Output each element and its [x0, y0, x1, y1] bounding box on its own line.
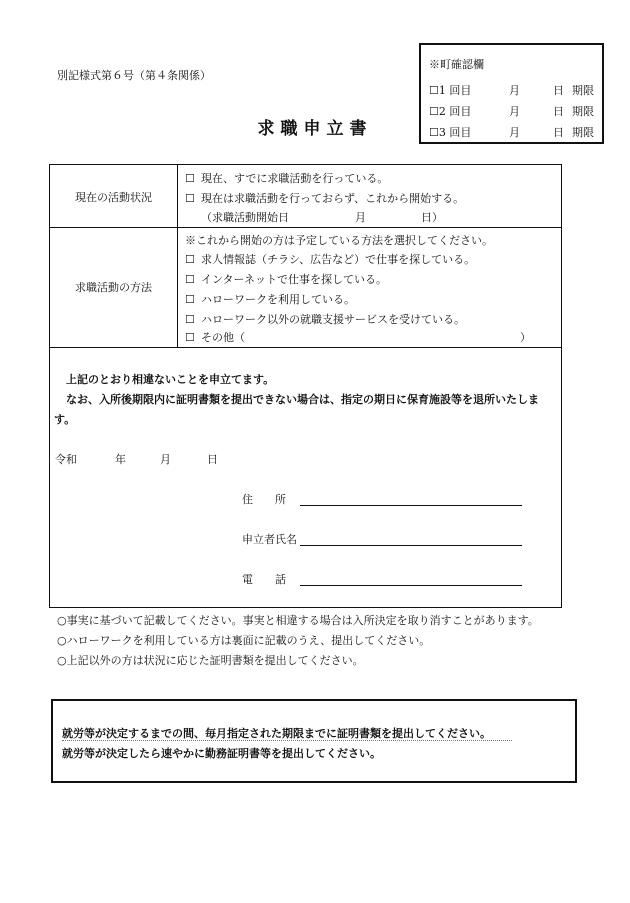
submission-notice-box [51, 699, 577, 783]
date-year: 年 [115, 453, 126, 466]
document-title: 求職申立書 [257, 119, 373, 139]
date-day: 日 [207, 453, 218, 466]
notice-line: 就労等が決定したら速やかに勤務証明書等を提出してください。 [62, 747, 381, 760]
confirmation-deadline: 期限 [572, 105, 594, 118]
confirmation-day: 日 [553, 105, 564, 118]
checkbox-icon[interactable]: ☐ [185, 172, 195, 185]
notice-underline [62, 740, 512, 741]
method-option[interactable]: ☐ ハローワークを利用している。 [185, 293, 355, 306]
method-label: 求職活動の方法 [75, 281, 152, 294]
confirmation-day: 日 [553, 126, 564, 139]
note-item: ○上記以外の方は状況に応じた証明書類を提出してください。 [57, 654, 364, 667]
row-divider [50, 347, 561, 348]
note-item: ○ハローワークを利用している方は裏面に記載のうえ、提出してください。 [57, 634, 431, 647]
confirmation-month: 月 [509, 105, 520, 118]
address-field[interactable] [300, 504, 522, 506]
checkbox-icon[interactable]: ☐ [185, 253, 195, 266]
confirmation-month: 月 [509, 84, 520, 97]
confirmation-deadline: 期限 [572, 126, 594, 139]
checkbox-icon[interactable]: ☐ [185, 313, 195, 326]
checkbox-icon[interactable]: ☐ [185, 273, 195, 286]
confirmation-count: ☐3 回目 [429, 126, 472, 139]
note-item: ○事実に基づいて記載してください。事実と相違する場合は入所決定を取り消すことがあります。 [57, 614, 539, 627]
confirmation-deadline: 期限 [572, 84, 594, 97]
confirmation-day: 日 [553, 84, 564, 97]
method-note: ※これから開始の方は予定している方法を選択してください。 [185, 234, 493, 247]
status-option-active[interactable]: ☐ 現在、すでに求職活動を行っている。 [185, 172, 389, 185]
status-option-starting[interactable]: ☐ 現在は求職活動を行っておらず、これから開始する。 [185, 192, 465, 205]
checkbox-icon[interactable]: ☐ [185, 293, 195, 306]
declaration-line: す。 [54, 413, 76, 426]
start-date-field[interactable]: （求職活動開始日 月 日） [201, 211, 443, 224]
notice-line: 就労等が決定するまでの間、毎月指定された期限までに証明書類を提出してください。 [62, 727, 491, 740]
other-close-paren: ） [520, 331, 531, 344]
date-month: 月 [160, 453, 171, 466]
applicant-name-field[interactable] [300, 544, 522, 546]
phone-field[interactable] [300, 584, 522, 586]
checkbox-icon[interactable]: ☐ [185, 192, 195, 205]
method-option[interactable]: ☐ 求人情報誌（チラシ、広告など）で仕事を探している。 [185, 253, 476, 266]
checkbox-icon[interactable]: ☐ [185, 331, 195, 344]
declaration-line: なお、入所後期限内に証明書類を提出できない場合は、指定の期日に保育施設等を退所いたしま [66, 393, 539, 406]
declaration-line: 上記のとおり相違ないことを申立てます。 [66, 373, 275, 386]
confirmation-title: ※町確認欄 [429, 58, 484, 71]
column-divider [177, 165, 178, 347]
method-option[interactable]: ☐ ハローワーク以外の就職支援サービスを受けている。 [185, 313, 465, 326]
applicant-name-label: 申立者氏名 [242, 533, 297, 546]
form-reference: 別記様式第６号（第４条関係） [57, 69, 211, 82]
application-form [49, 164, 562, 608]
confirmation-count: ☐1 回目 [429, 84, 472, 97]
row-divider [50, 227, 561, 228]
method-option-other[interactable]: ☐ その他（ [185, 331, 245, 344]
method-option[interactable]: ☐ インターネットで仕事を探している。 [185, 273, 388, 286]
phone-label: 電 話 [242, 573, 286, 586]
confirmation-month: 月 [509, 126, 520, 139]
address-label: 住 所 [242, 493, 286, 506]
confirmation-count: ☐2 回目 [429, 105, 472, 118]
date-era: 令和 [55, 453, 77, 466]
status-label: 現在の活動状況 [75, 191, 152, 204]
